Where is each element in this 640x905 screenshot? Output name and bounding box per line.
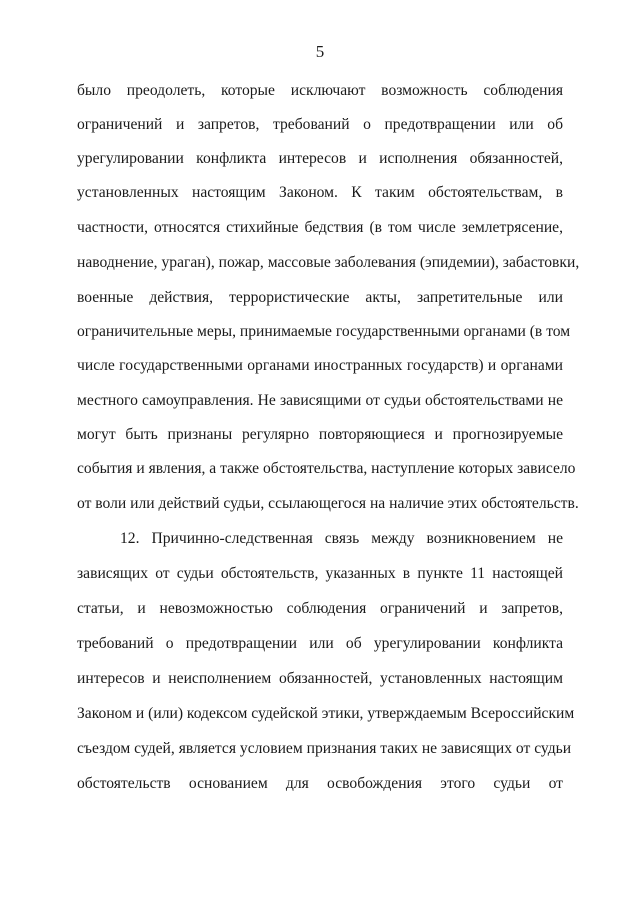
text-line: события и явления, а также обстоятельства, наступление которых зависело <box>77 460 576 477</box>
text-line: наводнение, ураган), пожар, массовые заболевания (эпидемии), забастовки, <box>77 254 580 271</box>
text-line: было преодолеть, которые исключают возможность соблюдения <box>77 82 563 99</box>
text-line: зависящих от судьи обстоятельств, указанных в пункте 11 настоящей <box>77 565 563 582</box>
text-line: ограничений и запретов, требований о предотвращении или об <box>77 116 563 133</box>
paragraph-12-first-line: 12. Причинно-следственная связь между возникновением не <box>120 530 563 547</box>
text-line: военные действия, террористические акты, запретительные или <box>77 289 563 306</box>
text-line: интересов и неисполнением обязанностей, установленных настоящим <box>77 670 563 687</box>
text-line: ограничительные меры, принимаемые государственными органами (в том <box>77 323 571 340</box>
text-line: Законом и (или) кодексом судейской этики, утверждаемым Всероссийским <box>77 705 575 722</box>
page-number: 5 <box>315 42 325 61</box>
text-line: съездом судей, является условием признания таких не зависящих от судьи <box>77 740 572 757</box>
text-line: частности, относятся стихийные бедствия (в том числе землетрясение, <box>77 219 563 236</box>
text-line: установленных настоящим Законом. К таким обстоятельствам, в <box>77 184 563 201</box>
text-line: числе государственными органами иностранных государств) и органами <box>77 357 563 374</box>
text-line: местного самоуправления. Не зависящими от судьи обстоятельствами не <box>77 392 563 409</box>
text-line: урегулировании конфликта интересов и исполнения обязанностей, <box>77 150 563 167</box>
text-line: требований о предотвращении или об урегулировании конфликта <box>77 635 563 652</box>
text-line: статьи, и невозможностью соблюдения ограничений и запретов, <box>77 600 563 617</box>
text-line: могут быть признаны регулярно повторяющиеся и прогнозируемые <box>77 426 563 443</box>
text-line: от воли или действий судьи, ссылающегося на наличие этих обстоятельств. <box>77 495 579 512</box>
text-line: обстоятельств основанием для освобождения этого судьи от <box>77 775 563 792</box>
